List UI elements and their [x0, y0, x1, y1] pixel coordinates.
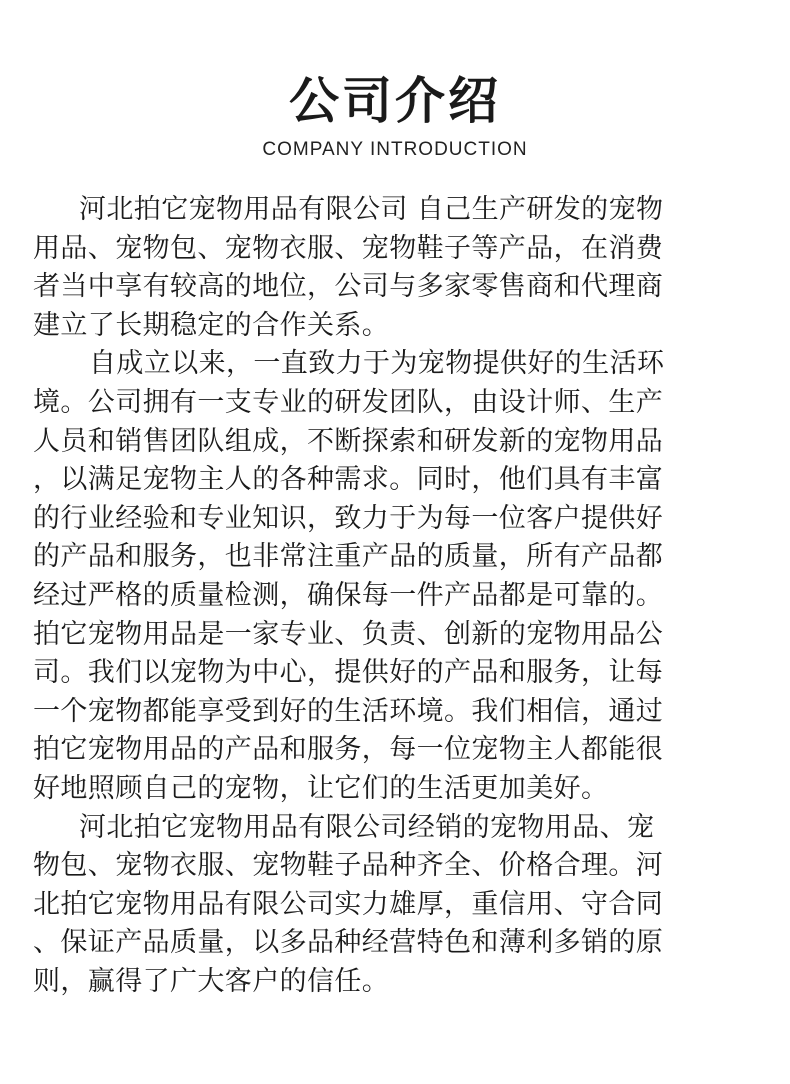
paragraph-line: 境。公司拥有一支专业的研发团队，由设计师、生产	[33, 386, 664, 418]
paragraph-line: 河北拍它宠物用品有限公司经销的宠物用品、宠	[79, 811, 655, 843]
paragraph-line: 的产品和服务，也非常注重产品的质量，所有产品都	[33, 541, 664, 573]
paragraph-line: 拍它宠物用品的产品和服务，每一位宠物主人都能很	[33, 734, 664, 766]
paragraph-line: 的行业经验和专业知识，致力于为每一位客户提供好	[33, 502, 664, 534]
paragraph-line: 者当中享有较高的地位，公司与多家零售商和代理商	[33, 271, 664, 303]
paragraph-line: 人员和销售团队组成，不断探索和研发新的宠物用品	[33, 425, 664, 457]
paragraph-line: 司。我们以宠物为中心，提供好的产品和服务，让每	[33, 657, 664, 689]
paragraph-line: 物包、宠物衣服、宠物鞋子品种齐全、价格合理。河	[33, 850, 664, 882]
paragraph-line: 则，赢得了广大客户的信任。	[33, 965, 390, 997]
paragraph-line: 北拍它宠物用品有限公司实力雄厚，重信用、守合同	[33, 888, 664, 920]
paragraph-line: 、保证产品质量，以多品种经营特色和薄利多销的原	[33, 927, 664, 959]
paragraph-line: ，以满足宠物主人的各种需求。同时，他们具有丰富	[33, 464, 664, 496]
paragraph-line: 河北拍它宠物用品有限公司 自己生产研发的宠物	[79, 194, 664, 225]
paragraph-line: 一个宠物都能享受到好的生活环境。我们相信，通过	[33, 695, 664, 727]
paragraph-line: 自成立以来，一直致力于为宠物提供好的生活环	[89, 348, 665, 380]
paragraph-line: 用品、宠物包、宠物衣服、宠物鞋子等产品，在消费	[33, 232, 664, 264]
paragraph-line: 拍它宠物用品是一家专业、负责、创新的宠物用品公	[33, 618, 664, 650]
paragraph-line: 建立了长期稳定的合作关系。	[33, 309, 390, 341]
paragraph-line: 好地照顾自己的宠物，让它们的生活更加美好。	[33, 772, 609, 804]
page-title: 公司介绍	[289, 72, 501, 130]
introduction-body	[33, 191, 757, 1001]
page-subtitle: COMPANY INTRODUCTION	[262, 139, 528, 160]
paragraph-line: 经过严格的质量检测，确保每一件产品都是可靠的。	[33, 579, 664, 611]
